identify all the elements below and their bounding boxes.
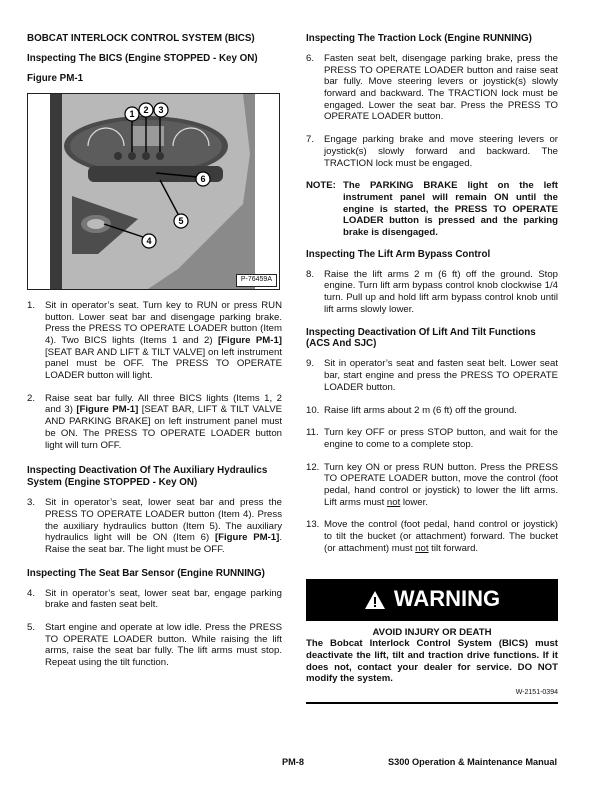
left-column xyxy=(27,33,282,680)
warning-rule xyxy=(306,702,558,704)
svg-text:3: 3 xyxy=(158,104,164,115)
figure-reference: [Figure PM-1] xyxy=(76,404,139,416)
step-3: 3. Sit in operator’s seat, lower seat bar and press the PRESS TO OPERATE LOADER button (Item 4). Press the auxiliary hydraulics button (Item 5). The auxiliary hydraulics light will be ON (Item 6) [Figure PM-1]. Raise the seat bar. The light must be OFF. xyxy=(27,497,283,555)
right-column xyxy=(306,33,558,704)
step-9: 9. Sit in operator’s seat and fasten seat belt. Lower seat bar, start engine and press the PRESS TO OPERATE LOADER button. xyxy=(306,358,558,393)
note xyxy=(306,180,558,239)
step-5: 5. Start engine and operate at low idle. Press the PRESS TO OPERATE LOADER button. While raising the lift arms, raise the seat bar fully. The lift arms must stop. Repeat using the tilt function. xyxy=(27,621,282,669)
warning-banner xyxy=(306,579,558,621)
step-10: 10. Raise lift arms about 2 m (6 ft) off the ground. xyxy=(306,404,517,416)
svg-text:2: 2 xyxy=(143,104,149,115)
section-heading-seat-bar: Inspecting The Seat Bar Sensor (Engine RUNNING) xyxy=(27,567,265,579)
figure-pm-1 xyxy=(27,93,280,290)
step-2: 2. Raise seat bar fully. All three BICS lights (Items 1, 2 and 3) [Figure PM-1] [SEAT BAR, LIFT & TILT VALVE AND PARKING BRAKE] on left instrument panel must be ON. The PRESS TO OPERATE LOADER button light will turn OFF. xyxy=(27,392,282,451)
warning-title: AVOID INJURY OR DEATH xyxy=(372,626,492,638)
section-heading-traction-lock: Inspecting The Traction Lock (Engine RUNNING) xyxy=(306,33,532,44)
document-title: BOBCAT INTERLOCK CONTROL SYSTEM (BICS) xyxy=(27,33,255,44)
figure-id: P-76459A xyxy=(236,274,277,287)
figure-label: Figure PM-1 xyxy=(27,72,84,84)
warning-code: W-2151-0394 xyxy=(515,689,558,697)
warning-box xyxy=(306,579,558,704)
figure-reference: [Figure PM-1] xyxy=(214,532,280,544)
warning-triangle-icon xyxy=(364,590,386,610)
note-text: The PARKING BRAKE light on the left instrument panel will remain ON until the engine is started, the PRESS TO OPERATE LOADER button is pressed and the parking brake is disengaged. xyxy=(343,180,558,239)
step-7: 7. Engage parking brake and move steering levers or joystick(s) slowly forward and backward. The TRACTION lock must be engaged. xyxy=(306,134,558,169)
step-12: 12. Turn key ON or press RUN button. Press the PRESS TO OPERATE LOADER button, move the control (foot pedal, hand control or joystick) to lower the lift arms. Lift arms must not lower. xyxy=(306,461,558,508)
warning-body: The Bobcat Interlock Control System (BICS) must deactivate the lift, tilt and traction drive functions. If it does not, contact your dealer for service. DO NOT modify the system. xyxy=(306,638,558,685)
section-heading-lift-tilt: Inspecting Deactivation Of Lift And Tilt Functions (ACS And SJC) xyxy=(306,326,536,350)
svg-text:4: 4 xyxy=(146,235,152,246)
step-13: 13. Move the control (foot pedal, hand control or joystick) to tilt the bucket (or attachment) forward. The bucket (or attachment) must not tilt forward. xyxy=(306,519,558,554)
step-8: 8. Raise the lift arms 2 m (6 ft) off the ground. Stop engine. Turn lift arm bypass control knob clockwise 1/4 turn. Pull up and hold lift arm bypass control knob until lift arms slowly lower. xyxy=(306,268,558,315)
note-label: NOTE: xyxy=(306,180,336,192)
manual-title: S300 Operation & Maintenance Manual xyxy=(388,757,557,767)
page-number: PM-8 xyxy=(282,757,304,767)
section-heading-aux-hydraulics: Inspecting Deactivation Of The Auxiliary Hydraulics System (Engine STOPPED - Key ON) xyxy=(27,465,268,489)
svg-text:1: 1 xyxy=(129,108,135,119)
figure-reference: [Figure PM-1] xyxy=(217,334,282,346)
step-11: 11. Turn key OFF or press STOP button, and wait for the engine to come to a complete stop. xyxy=(306,427,558,450)
step-4: 4. Sit in operator’s seat, lower seat bar, engage parking brake and fasten seat belt. xyxy=(27,587,282,611)
section-heading-bics: Inspecting The BICS (Engine STOPPED - Key ON) xyxy=(27,52,258,64)
svg-text:5: 5 xyxy=(178,215,184,226)
section-heading-lift-arm-bypass: Inspecting The Lift Arm Bypass Control xyxy=(306,248,491,260)
svg-text:6: 6 xyxy=(200,173,206,184)
step-1: 1. Sit in operator’s seat. Turn key to RUN or press RUN button. Lower seat bar and disengage parking brake. Press the PRESS TO OPERATE LOADER button (Item 4). Two BICS lights (Items 1 and 2) [Figure PM-1] [SEAT BAR AND LIFT & TILT VALVE] on left instrument panel must be OFF. The PRESS TO OPERATE LOADER button will light. xyxy=(27,299,282,382)
instrument-panel-photo xyxy=(28,94,279,289)
warning-label: WARNING xyxy=(393,586,501,612)
step-6: 6. Fasten seat belt, disengage parking brake, press the PRESS TO OPERATE LOADER button and raise seat bar fully. Move steering levers or joystick(s) slowly forward and backward. The TRACTION lock must be engaged. Lower the seat bar. Press the PRESS TO OPERATE LOADER button. xyxy=(306,52,558,123)
